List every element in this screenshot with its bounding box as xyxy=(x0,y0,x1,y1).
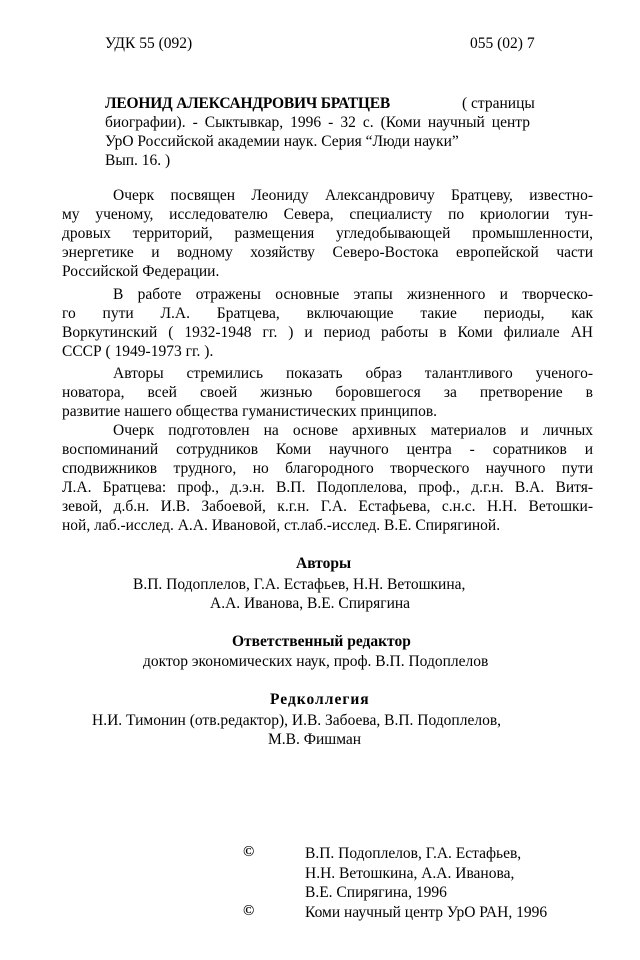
abstract-p2-line-4: СССР ( 1949-1973 гг. ). xyxy=(62,343,214,360)
udk-code: УДК 55 (092) xyxy=(105,35,193,52)
abstract-p1-line-2: му ученому, исследователю Севера, специалисту по криологии тун- xyxy=(62,206,593,223)
board-line-1: Н.И. Тимонин (отв.редактор), И.В. Забоева, В.П. Подоплелов, xyxy=(92,712,502,729)
authors-line-1: В.П. Подоплелов, Г.А. Естафьев, Н.Н. Ветошкина, xyxy=(133,576,466,593)
abstract-p4-line-1: Очерк подготовлен на основе архивных материалов и личных xyxy=(113,422,593,439)
abstract-p2-line-2: го пути Л.А. Братцева, включающие такие периоды, как xyxy=(62,305,593,322)
copyright-line-1: В.П. Подоплелов, Г.А. Естафьев, xyxy=(305,845,522,862)
authors-heading: Авторы xyxy=(296,555,352,572)
copyright-line-3: В.Е. Спирягина, 1996 xyxy=(305,884,447,901)
editor-heading: Ответственный редактор xyxy=(232,633,411,650)
copyright-line-2: Н.Н. Ветошкина, А.А. Иванова, xyxy=(305,865,515,882)
board-heading: Редколлегия xyxy=(270,691,370,708)
abstract-p3-line-2: новатора, всей своей жизнью боровшегося за претворение в xyxy=(62,384,593,401)
abstract-p1-line-4: энергетике и водному хозяйству Северо-Востока европейской части xyxy=(62,244,593,261)
abstract-p4-line-6: ной, лаб.-исслед. А.А. Ивановой, ст.лаб.-исслед. В.Е. Спирягиной. xyxy=(62,517,501,534)
citation-title: ЛЕОНИД АЛЕКСАНДРОВИЧ БРАТЦЕВ xyxy=(105,95,390,112)
abstract-p2-line-3: Воркутинский ( 1932-1948 гг. ) и период работы в Коми филиале АН xyxy=(62,324,593,341)
abstract-p3-line-1: Авторы стремились показать образ талантливого ученого- xyxy=(113,365,593,382)
classification-code: 055 (02) 7 xyxy=(470,35,535,52)
abstract-p4-line-3: сподвижников трудного, но благородного творческого научного пути xyxy=(62,460,593,477)
editor-line: доктор экономических наук, проф. В.П. Подоплелов xyxy=(143,653,489,670)
abstract-p4-line-4: Л.А. Братцева: проф., д.э.н. В.П. Подоплелова, проф., д.г.н. В.А. Витя- xyxy=(62,479,593,496)
copyright-line-4: Коми научный центр УрО РАН, 1996 xyxy=(305,904,548,921)
citation-line-2: биографии). - Сыктывкар, 1996 - 32 с. (Коми научный центр xyxy=(105,114,530,131)
board-line-2: М.В. Фишман xyxy=(268,731,362,748)
citation-line-3: УрО Российской академии наук. Серия “Люди науки” xyxy=(105,133,459,150)
abstract-p4-line-5: зевой, д.б.н. И.В. Забоевой, к.г.н. Г.А. Естафьева, с.н.с. Н.Н. Ветошки- xyxy=(62,498,593,515)
abstract-p1-line-5: Российской Федерации. xyxy=(62,263,220,280)
abstract-p4-line-2: воспоминаний сотрудников Коми научного центра - соратников и xyxy=(62,441,593,458)
citation-line-1: ( страницы xyxy=(462,95,535,112)
abstract-p3-line-3: развитие нашего общества гуманистических принципов. xyxy=(62,403,438,420)
copyright-icon: © xyxy=(243,844,255,860)
abstract-p1-line-3: дровых территорий, размещения угледобывающей промышленности, xyxy=(62,225,593,242)
abstract-p1-line-1: Очерк посвящен Леониду Александровичу Братцеву, известно- xyxy=(113,187,593,204)
copyright-icon-2: © xyxy=(243,903,255,919)
citation-line-4: Вып. 16. ) xyxy=(105,152,171,169)
authors-line-2: А.А. Иванова, В.Е. Спирягина xyxy=(210,595,411,612)
abstract-p2-line-1: В работе отражены основные этапы жизненного и творческо- xyxy=(113,286,593,303)
